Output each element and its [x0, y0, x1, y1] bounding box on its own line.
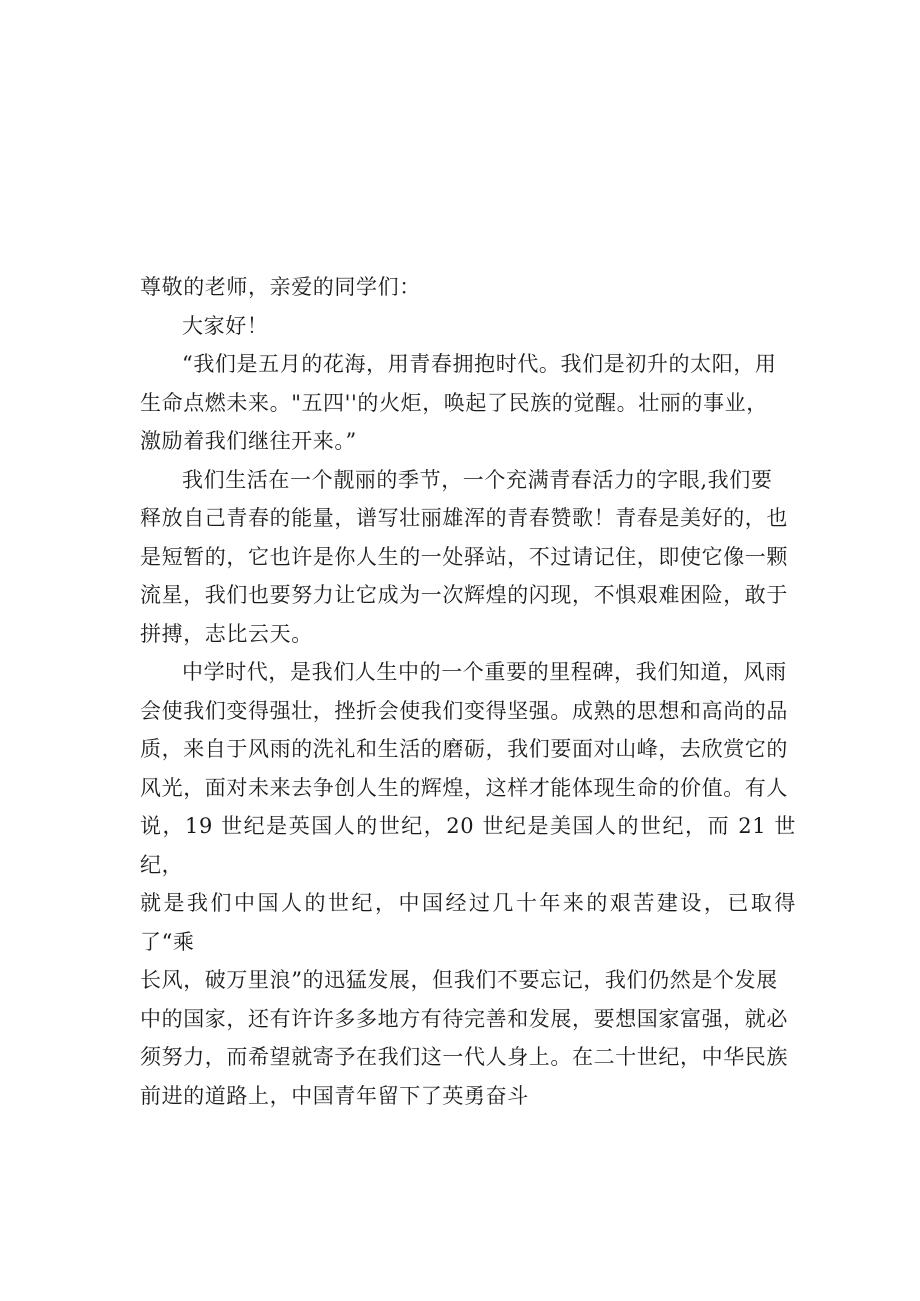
text-line: 须努力，而希望就寄予在我们这一代人身上。在二十世纪，中华民族 [140, 1045, 788, 1069]
salutation [140, 268, 796, 307]
text-line: 前进的道路上，中国青年留下了英勇奋斗 [140, 1083, 529, 1108]
text-line: 流星，我们也要努力让它成为一次辉煌的闪现，不惧艰难困险，敢于 [140, 583, 788, 607]
greeting [140, 307, 796, 346]
text-line: 释放自己青春的能量，谱写壮丽雄浑的青春赞歌！青春是美好的，也 [140, 506, 788, 530]
text-line: 生命点燃未来。"五四''的火炬，唤起了民族的觉醒。壮丽的事业， [140, 390, 768, 415]
text-line: 会使我们变得强壮，挫折会使我们变得坚强。成熟的思想和高尚的品 [140, 698, 788, 723]
text-line: 风光，面对未来去争创人生的辉煌，这样才能体现生命的价值。有人 [140, 775, 788, 800]
text-line: 激励着我们继往开来。” [140, 429, 357, 453]
text-line: 中的国家，还有许许多多地方有待完善和发展，要想国家富强，就必 [140, 1006, 788, 1031]
text-line: 是短暂的，它也许是你人生的一处驿站，不过请记住，即使它像一颗 [140, 544, 788, 569]
text-line: 质，来自于风雨的洗礼和生活的磨砺，我们要面对山峰，去欣赏它的 [140, 737, 788, 761]
speech-text [140, 268, 796, 1115]
text-line: “我们是五月的花海，用青春拥抱时代。我们是初升的太阳，用 [182, 352, 777, 376]
paragraph-middle-school [140, 653, 796, 1115]
text-line: 中学时代，是我们人生中的一个重要的里程碑，我们知道，风雨 [182, 660, 787, 684]
text-line: 长风，破万里浪”的迅猛发展，但我们不要忘记，我们仍然是个发展 [140, 968, 778, 992]
text-line: 拼搏，志比云天。 [140, 621, 313, 646]
salutation-text: 尊敬的老师，亲爱的同学们： [140, 275, 421, 299]
paragraph-youth [140, 461, 796, 654]
text-line: 我们生活在一个靓丽的季节，一个充满青春活力的字眼,我们要 [182, 467, 773, 492]
text-line: 说，19 世纪是英国人的世纪，20 世纪是美国人的世纪，而 21 世纪， [140, 814, 796, 877]
paragraph-quote [140, 345, 796, 461]
greeting-text: 大家好！ [182, 313, 269, 338]
text-line: 就是我们中国人的世纪，中国经过几十年来的艰苦建设，已取得了“乘 [140, 891, 796, 954]
